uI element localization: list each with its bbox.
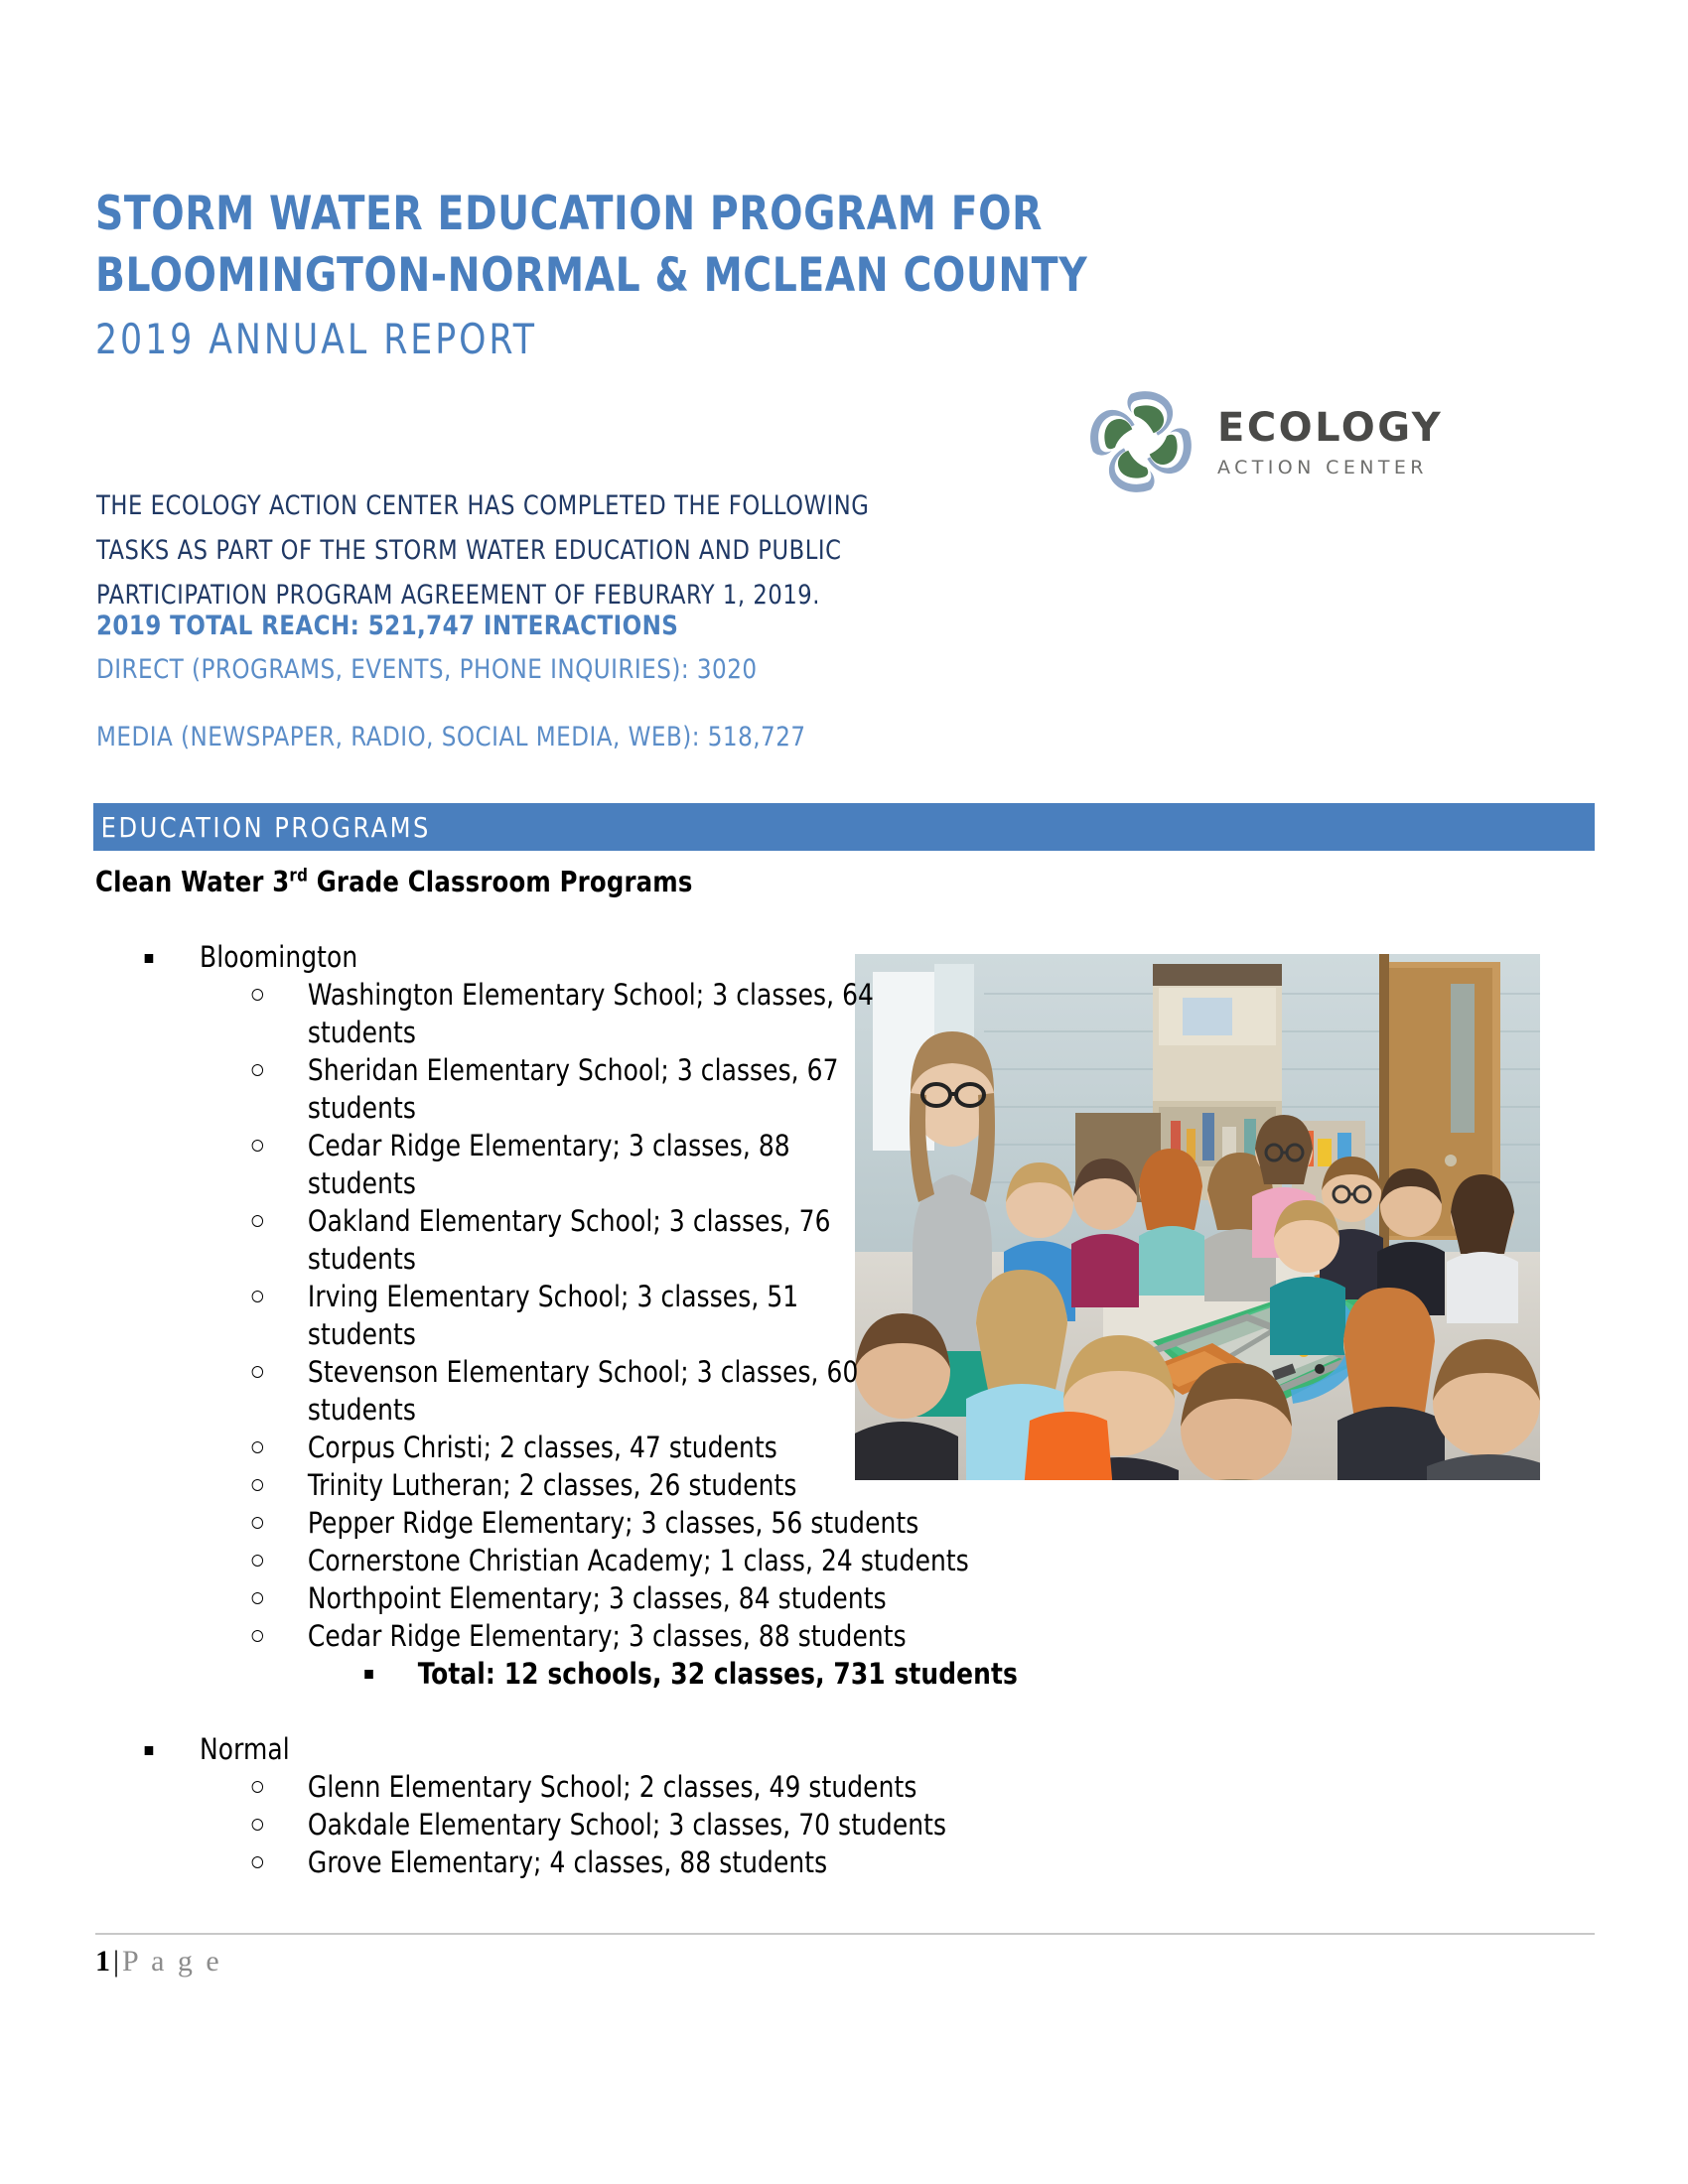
school-entry: Corpus Christi; 2 classes, 47 students (307, 1431, 777, 1464)
list-item (95, 1127, 896, 1202)
list-item (95, 1202, 896, 1278)
circle-bullet-icon (252, 1630, 263, 1642)
circle-bullet-icon (252, 1366, 263, 1378)
school-entry: Stevenson Elementary School; 3 classes, 60 students (307, 1355, 859, 1427)
square-bullet-icon (145, 954, 154, 963)
school-entry: Northpoint Elementary; 3 classes, 84 students (307, 1581, 887, 1615)
bloomington-label: Bloomington (200, 940, 358, 974)
school-entry: Cedar Ridge Elementary; 3 classes, 88 students (307, 1129, 790, 1200)
banner-label: EDUCATION PROGRAMS (100, 810, 431, 844)
subheading-ordinal-suffix: rd (289, 866, 309, 887)
circle-bullet-icon (252, 1441, 263, 1453)
subheading-prefix: Clean Water 3 (95, 866, 290, 898)
list-item (95, 1617, 1560, 1655)
list-item (95, 1768, 1560, 1806)
circle-bullet-icon (252, 989, 263, 1001)
circle-bullet-icon (252, 1555, 263, 1567)
logo-tagline-text: ACTION CENTER (1217, 456, 1428, 478)
school-entry: Grove Elementary; 4 classes, 88 students (307, 1845, 828, 1879)
subheading-suffix: Grade Classroom Programs (308, 866, 693, 898)
school-entry: Oakdale Elementary School; 3 classes, 70 students (307, 1808, 947, 1842)
bloomington-total-text: Total: 12 schools, 32 classes, 731 students (417, 1657, 1018, 1691)
education-programs-banner (93, 803, 1595, 851)
school-entry: Cornerstone Christian Academy; 1 class, 24 students (307, 1544, 969, 1577)
direct-reach-stat: DIRECT (PROGRAMS, EVENTS, PHONE INQUIRIES): 3020 (96, 654, 758, 685)
circle-bullet-icon (252, 1479, 263, 1491)
list-item (95, 1278, 896, 1353)
circle-bullet-icon (252, 1781, 263, 1793)
list-item (95, 1843, 1560, 1881)
intro-paragraph (96, 483, 993, 617)
list-item (95, 1051, 896, 1127)
list-item (95, 1353, 896, 1429)
school-entry: Washington Elementary School; 3 classes, 64 students (307, 978, 874, 1049)
circle-bullet-icon (252, 1215, 263, 1227)
circle-bullet-icon (252, 1064, 263, 1076)
footer-page-indicator (95, 1945, 222, 1979)
footer-divider (95, 1933, 1595, 1935)
normal-label: Normal (200, 1732, 290, 1766)
circle-bullet-icon (252, 1291, 263, 1302)
intro-line-3: PARTICIPATION PROGRAM AGREEMENT OF FEBURARY 1, 2019. (96, 580, 821, 611)
circle-bullet-icon (252, 1140, 263, 1152)
list-item (95, 976, 896, 1051)
media-reach-stat: MEDIA (NEWSPAPER, RADIO, SOCIAL MEDIA, WEB): 518,727 (96, 722, 806, 752)
school-entry: Irving Elementary School; 3 classes, 51 students (307, 1280, 799, 1351)
four-petal-leaf-icon (1082, 383, 1199, 500)
school-entry: Oakland Elementary School; 3 classes, 76 students (307, 1204, 831, 1276)
circle-bullet-icon (252, 1592, 263, 1604)
list-item-normal (95, 1730, 1498, 1768)
document-header (95, 184, 1346, 368)
list-item (95, 1466, 1560, 1504)
list-item (95, 1504, 1560, 1542)
page-subtitle: 2019 ANNUAL REPORT (95, 315, 537, 363)
circle-bullet-icon (252, 1856, 263, 1868)
school-entry: Sheridan Elementary School; 3 classes, 67 students (307, 1053, 839, 1125)
list-item-bloomington (95, 938, 1498, 976)
list-item (95, 1806, 1560, 1843)
footer-separator: | (113, 1945, 123, 1978)
circle-bullet-icon (252, 1517, 263, 1529)
circle-bullet-icon (252, 1819, 263, 1831)
footer-page-number: 1 (95, 1945, 113, 1978)
school-entry: Glenn Elementary School; 2 classes, 49 students (307, 1770, 917, 1804)
page-title-line-2: BLOOMINGTON-NORMAL & MCLEAN COUNTY (95, 248, 1088, 303)
list-item (95, 1429, 896, 1466)
list-item (95, 1579, 1560, 1617)
subheading-clean-water (95, 866, 693, 898)
school-entry: Cedar Ridge Elementary; 3 classes, 88 students (307, 1619, 907, 1653)
logo-name-text: ECOLOGY (1217, 404, 1444, 451)
intro-line-2: TASKS AS PART OF THE STORM WATER EDUCATION AND PUBLIC (96, 535, 842, 566)
programs-list (95, 938, 1565, 1881)
school-entry: Trinity Lutheran; 2 classes, 26 students (307, 1468, 797, 1502)
ecology-action-center-logo (1082, 382, 1509, 501)
list-spacer (95, 1693, 1565, 1730)
logo-wordmark (1217, 404, 1443, 480)
page-title-line-1: STORM WATER EDUCATION PROGRAM FOR (95, 187, 1043, 241)
intro-line-1: THE ECOLOGY ACTION CENTER HAS COMPLETED THE FOLLOWING (96, 490, 870, 521)
list-item (95, 1542, 1560, 1579)
footer-page-word: P a g e (122, 1945, 222, 1978)
school-entry: Pepper Ridge Elementary; 3 classes, 56 students (307, 1506, 919, 1540)
square-bullet-icon (145, 1746, 154, 1755)
square-bullet-icon (364, 1670, 373, 1679)
total-reach-stat: 2019 TOTAL REACH: 521,747 INTERACTIONS (96, 611, 679, 641)
bloomington-total-row (95, 1655, 1498, 1693)
